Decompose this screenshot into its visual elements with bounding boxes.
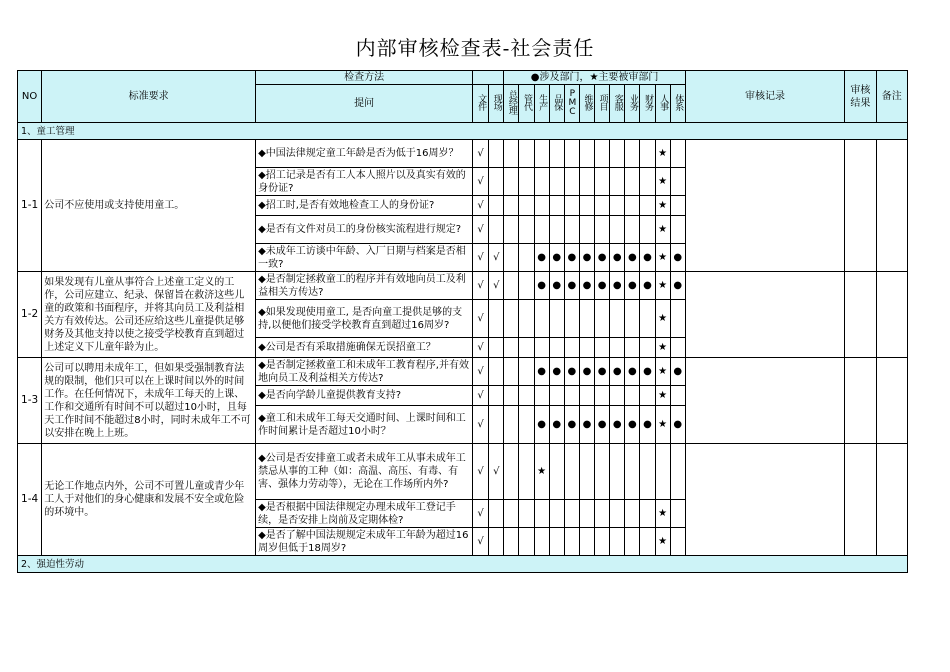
mark-cell	[670, 386, 685, 406]
mark-cell	[640, 216, 655, 244]
audit-question: ◆是否制定拯救童工和未成年工教育程序,并有效地向员工及利益相关方传达?	[256, 358, 473, 386]
mark-cell	[489, 168, 504, 196]
header-dept-column	[610, 85, 625, 123]
mark-cell	[549, 300, 564, 338]
mark-cell	[534, 528, 549, 556]
header-dept-label: 财务	[643, 94, 653, 110]
item-number: 1-2	[18, 272, 42, 358]
item-requirement: 无论工作地点内外，公司不可置儿童或青少年工人于对他们的身心健康和发展不安全或危险的环境中。	[42, 444, 256, 556]
mark-cell	[564, 300, 579, 338]
mark-cell	[519, 500, 534, 528]
audit-question: ◆是否根据中国法律规定办理未成年工登记手续，是否安排上岗前及定期体检?	[256, 500, 473, 528]
mark-cell	[504, 244, 519, 272]
mark-cell	[489, 196, 504, 216]
mark-cell	[564, 444, 579, 500]
audit-result-cell	[845, 358, 876, 444]
mark-cell: √	[473, 338, 489, 358]
mark-cell	[625, 196, 640, 216]
mark-cell	[504, 300, 519, 338]
mark-cell: ●	[534, 406, 549, 444]
mark-cell: ●	[549, 406, 564, 444]
mark-cell	[610, 300, 625, 338]
mark-cell	[579, 338, 594, 358]
mark-cell	[610, 444, 625, 500]
mark-cell	[549, 444, 564, 500]
mark-cell: ●	[579, 358, 594, 386]
remark-cell	[876, 140, 907, 272]
mark-cell	[610, 528, 625, 556]
mark-cell	[670, 300, 685, 338]
mark-cell	[610, 500, 625, 528]
mark-cell: √	[473, 358, 489, 386]
mark-cell	[519, 358, 534, 386]
audit-question: ◆是否向学龄儿童提供教育支持?	[256, 386, 473, 406]
mark-cell	[655, 444, 670, 500]
mark-cell	[489, 500, 504, 528]
mark-cell	[610, 338, 625, 358]
mark-cell	[625, 216, 640, 244]
mark-cell: ★	[655, 406, 670, 444]
mark-cell	[625, 300, 640, 338]
mark-cell: ★	[655, 528, 670, 556]
mark-cell: ●	[640, 272, 655, 300]
header-dept-column	[489, 85, 504, 123]
mark-cell	[579, 216, 594, 244]
mark-cell: ●	[670, 406, 685, 444]
mark-cell: ●	[595, 244, 610, 272]
mark-cell	[564, 386, 579, 406]
mark-cell	[489, 386, 504, 406]
mark-cell: ●	[579, 406, 594, 444]
mark-cell	[670, 338, 685, 358]
header-dept-column	[655, 85, 670, 123]
remark-cell	[876, 358, 907, 444]
mark-cell	[579, 528, 594, 556]
mark-cell	[534, 140, 549, 168]
mark-cell: √	[473, 386, 489, 406]
mark-cell: ●	[610, 406, 625, 444]
mark-cell	[670, 444, 685, 500]
mark-cell: √	[473, 196, 489, 216]
mark-cell: ●	[549, 244, 564, 272]
mark-cell	[519, 406, 534, 444]
header-dept-column	[640, 85, 655, 123]
mark-cell: ●	[534, 272, 549, 300]
item-number: 1-1	[18, 140, 42, 272]
header-dept-label: 现场	[491, 94, 502, 110]
audit-question: ◆是否有文件对员工的身份核实流程进行规定?	[256, 216, 473, 244]
mark-cell	[489, 140, 504, 168]
mark-cell	[519, 216, 534, 244]
mark-cell	[595, 196, 610, 216]
mark-cell	[579, 444, 594, 500]
mark-cell: ●	[564, 406, 579, 444]
table-row	[18, 444, 908, 500]
mark-cell	[504, 140, 519, 168]
header-question: 提问	[256, 85, 473, 123]
mark-cell: ★	[655, 338, 670, 358]
header-dept-label: 体系	[673, 94, 684, 110]
mark-cell: ●	[595, 272, 610, 300]
header-dept-column	[625, 85, 640, 123]
mark-cell	[534, 386, 549, 406]
mark-cell: ●	[579, 244, 594, 272]
mark-cell	[595, 500, 610, 528]
header-remark: 备注	[876, 71, 907, 123]
mark-cell	[640, 386, 655, 406]
mark-cell: ●	[610, 244, 625, 272]
mark-cell: ●	[625, 272, 640, 300]
mark-cell	[640, 528, 655, 556]
mark-cell: ●	[670, 272, 685, 300]
mark-cell: ★	[534, 444, 549, 500]
item-requirement: 如果发现有儿童从事符合上述童工定义的工作，公司应建立、纪录、保留旨在救济这些儿童的政策和书面程序，并将其向员工及利益相关方有效传达。公司还应给这些儿童提供足够财务及其他支持以使之接受学校教育直到超过上述定义下儿童年龄为止。	[42, 272, 256, 358]
header-dept-label: 生产	[537, 94, 548, 110]
audit-question: ◆童工和未成年工每天交通时间、上课时间和工作时间累计是否超过10小时？	[256, 406, 473, 444]
mark-cell	[579, 300, 594, 338]
mark-cell: √	[473, 444, 489, 500]
mark-cell	[519, 196, 534, 216]
mark-cell	[670, 500, 685, 528]
audit-record-cell	[685, 140, 844, 272]
mark-cell: √	[473, 300, 489, 338]
mark-cell: √	[489, 272, 504, 300]
mark-cell	[625, 386, 640, 406]
header-dept-label: 维修	[582, 94, 593, 110]
mark-cell: √	[473, 168, 489, 196]
mark-cell: ●	[579, 272, 594, 300]
mark-cell	[625, 168, 640, 196]
mark-cell	[504, 216, 519, 244]
mark-cell	[670, 168, 685, 196]
mark-cell	[640, 300, 655, 338]
mark-cell	[640, 500, 655, 528]
mark-cell	[549, 500, 564, 528]
header-method: 检查方法	[256, 71, 473, 85]
audit-result-cell	[845, 444, 876, 556]
audit-question: ◆公司是否安排童工或者未成年工从事未成年工禁忌从事的工种（如：高温、高压、有毒、有害、强体力劳动等），无论在工作场所内外?	[256, 444, 473, 500]
audit-record-cell	[685, 444, 844, 556]
mark-cell: ★	[655, 140, 670, 168]
mark-cell	[549, 528, 564, 556]
mark-cell	[519, 244, 534, 272]
mark-cell: ●	[625, 358, 640, 386]
mark-cell	[489, 528, 504, 556]
mark-cell: √	[473, 500, 489, 528]
mark-cell	[534, 168, 549, 196]
mark-cell	[595, 300, 610, 338]
header-method-blank	[473, 71, 504, 85]
mark-cell: √	[473, 216, 489, 244]
mark-cell	[595, 528, 610, 556]
header-dept-label: PMC	[567, 88, 578, 116]
mark-cell	[549, 338, 564, 358]
mark-cell: ●	[534, 358, 549, 386]
table-row	[18, 140, 908, 168]
mark-cell	[534, 338, 549, 358]
mark-cell: ★	[655, 358, 670, 386]
header-dept-label: 客服	[612, 94, 623, 110]
item-requirement: 公司不应使用或支持使用童工。	[42, 140, 256, 272]
header-dept-column	[519, 85, 534, 123]
mark-cell	[504, 500, 519, 528]
mark-cell: ●	[670, 244, 685, 272]
mark-cell	[640, 338, 655, 358]
mark-cell	[504, 386, 519, 406]
mark-cell: ●	[640, 244, 655, 272]
mark-cell: ●	[534, 244, 549, 272]
mark-cell	[564, 500, 579, 528]
mark-cell	[549, 216, 564, 244]
header-dept-label: 人事	[658, 94, 669, 110]
mark-cell: ★	[655, 386, 670, 406]
audit-question: ◆未成年工访谈中年龄、入厂日期与档案是否相一致?	[256, 244, 473, 272]
mark-cell	[549, 140, 564, 168]
mark-cell: ★	[655, 300, 670, 338]
mark-cell	[504, 168, 519, 196]
mark-cell	[610, 216, 625, 244]
mark-cell: ●	[640, 358, 655, 386]
mark-cell	[640, 196, 655, 216]
mark-cell	[564, 216, 579, 244]
mark-cell: ●	[564, 244, 579, 272]
mark-cell	[670, 216, 685, 244]
mark-cell	[640, 140, 655, 168]
mark-cell	[670, 196, 685, 216]
mark-cell	[549, 196, 564, 216]
mark-cell: √	[473, 406, 489, 444]
audit-record-cell	[685, 358, 844, 444]
mark-cell	[610, 386, 625, 406]
header-dept-label: 业务	[627, 94, 638, 110]
header-result: 审核结果	[845, 71, 876, 123]
mark-cell	[534, 300, 549, 338]
audit-question: ◆是否了解中国法规规定未成年工年龄为超过16周岁但低于18周岁?	[256, 528, 473, 556]
header-dept-column	[564, 85, 579, 123]
mark-cell: ★	[655, 272, 670, 300]
header-dept-column	[504, 85, 519, 123]
mark-cell	[489, 300, 504, 338]
audit-result-cell	[845, 140, 876, 272]
mark-cell	[595, 386, 610, 406]
mark-cell	[579, 196, 594, 216]
mark-cell	[489, 406, 504, 444]
mark-cell: ●	[610, 358, 625, 386]
mark-cell	[670, 528, 685, 556]
mark-cell	[595, 444, 610, 500]
mark-cell	[549, 168, 564, 196]
mark-cell	[610, 140, 625, 168]
mark-cell	[579, 140, 594, 168]
mark-cell: ★	[655, 216, 670, 244]
mark-cell: ★	[655, 196, 670, 216]
mark-cell	[519, 444, 534, 500]
mark-cell	[595, 216, 610, 244]
mark-cell	[504, 358, 519, 386]
page-title: 内部审核检查表-社会责任	[355, 36, 595, 60]
mark-cell	[564, 338, 579, 358]
remark-cell	[876, 272, 907, 358]
audit-question: ◆招工时,是否有效地检查工人的身份证?	[256, 196, 473, 216]
mark-cell: √	[473, 272, 489, 300]
header-dept-label: 品保	[552, 94, 563, 110]
mark-cell: ●	[564, 272, 579, 300]
mark-cell	[579, 500, 594, 528]
header-legend: ●涉及部门，★主要被审部门	[504, 71, 686, 85]
table-row	[18, 272, 908, 300]
mark-cell: ★	[655, 244, 670, 272]
mark-cell	[489, 338, 504, 358]
mark-cell	[519, 168, 534, 196]
remark-cell	[876, 444, 907, 556]
mark-cell	[595, 168, 610, 196]
mark-cell: ●	[610, 272, 625, 300]
mark-cell	[489, 358, 504, 386]
mark-cell	[595, 338, 610, 358]
header-requirement: 标准要求	[42, 71, 256, 123]
mark-cell: √	[489, 444, 504, 500]
mark-cell	[610, 168, 625, 196]
table-row	[18, 358, 908, 386]
mark-cell: √	[473, 528, 489, 556]
audit-question: ◆公司是否有采取措施确保无误招童工？	[256, 338, 473, 358]
header-dept-label: 文件	[476, 94, 487, 110]
mark-cell	[625, 528, 640, 556]
mark-cell	[534, 500, 549, 528]
mark-cell	[519, 300, 534, 338]
header-dept-column	[534, 85, 549, 123]
audit-result-cell	[845, 272, 876, 358]
mark-cell: √	[473, 140, 489, 168]
audit-question: ◆中国法律规定童工年龄是否为低于16周岁？	[256, 140, 473, 168]
mark-cell	[564, 168, 579, 196]
mark-cell	[595, 140, 610, 168]
mark-cell	[670, 140, 685, 168]
mark-cell	[504, 272, 519, 300]
mark-cell	[640, 168, 655, 196]
mark-cell	[610, 196, 625, 216]
audit-checklist-table	[17, 70, 908, 573]
mark-cell	[579, 168, 594, 196]
mark-cell	[519, 386, 534, 406]
mark-cell	[564, 140, 579, 168]
mark-cell	[625, 338, 640, 358]
audit-question: ◆招工记录是否有工人本人照片以及真实有效的身份证?	[256, 168, 473, 196]
mark-cell: ●	[595, 358, 610, 386]
item-number: 1-4	[18, 444, 42, 556]
header-record: 审核记录	[685, 71, 844, 123]
header-dept-column	[595, 85, 610, 123]
mark-cell	[534, 196, 549, 216]
mark-cell	[504, 196, 519, 216]
mark-cell	[504, 444, 519, 500]
audit-record-cell	[685, 272, 844, 358]
mark-cell	[504, 406, 519, 444]
mark-cell	[534, 216, 549, 244]
mark-cell: ★	[655, 500, 670, 528]
section-header: 2、强迫性劳动	[18, 556, 908, 573]
mark-cell	[504, 338, 519, 358]
mark-cell	[564, 528, 579, 556]
mark-cell: ●	[640, 406, 655, 444]
mark-cell	[625, 500, 640, 528]
header-dept-column	[549, 85, 564, 123]
item-requirement: 公司可以聘用未成年工，但如果受强制教育法规的限制，他们只可以在上课时间以外的时间工作。在任何情况下，未成年工每天的上课、工作和交通所有时间不可以超过10小时，且每天工作时间不能超过8小时，同时未成年工不可以安排在晚上上班。	[42, 358, 256, 444]
header-dept-column	[579, 85, 594, 123]
mark-cell	[579, 386, 594, 406]
header-no: NO	[18, 71, 42, 123]
header-dept-label: 总经理	[506, 90, 517, 114]
mark-cell: ★	[655, 168, 670, 196]
mark-cell: √	[489, 244, 504, 272]
mark-cell	[549, 386, 564, 406]
mark-cell: ●	[564, 358, 579, 386]
header-dept-column	[473, 85, 489, 123]
header-dept-label: 项目	[597, 94, 608, 110]
mark-cell	[489, 216, 504, 244]
mark-cell: ●	[670, 358, 685, 386]
mark-cell	[519, 272, 534, 300]
section-header: 1、童工管理	[18, 123, 908, 140]
mark-cell	[625, 140, 640, 168]
mark-cell	[519, 338, 534, 358]
mark-cell	[519, 528, 534, 556]
mark-cell: √	[473, 244, 489, 272]
header-dept-label: 管代	[522, 94, 532, 110]
mark-cell	[504, 528, 519, 556]
item-number: 1-3	[18, 358, 42, 444]
mark-cell: ●	[595, 406, 610, 444]
header-dept-column	[670, 85, 685, 123]
mark-cell: ●	[549, 272, 564, 300]
audit-question: ◆如果发现使用童工, 是否向童工提供足够的支持,以便他们接受学校教育直到超过16周岁?	[256, 300, 473, 338]
mark-cell	[640, 444, 655, 500]
mark-cell	[564, 196, 579, 216]
mark-cell	[519, 140, 534, 168]
mark-cell	[625, 444, 640, 500]
mark-cell: ●	[625, 406, 640, 444]
audit-question: ◆是否制定拯救童工的程序并有效地向员工及利益相关方传达?	[256, 272, 473, 300]
mark-cell: ●	[625, 244, 640, 272]
mark-cell: ●	[549, 358, 564, 386]
